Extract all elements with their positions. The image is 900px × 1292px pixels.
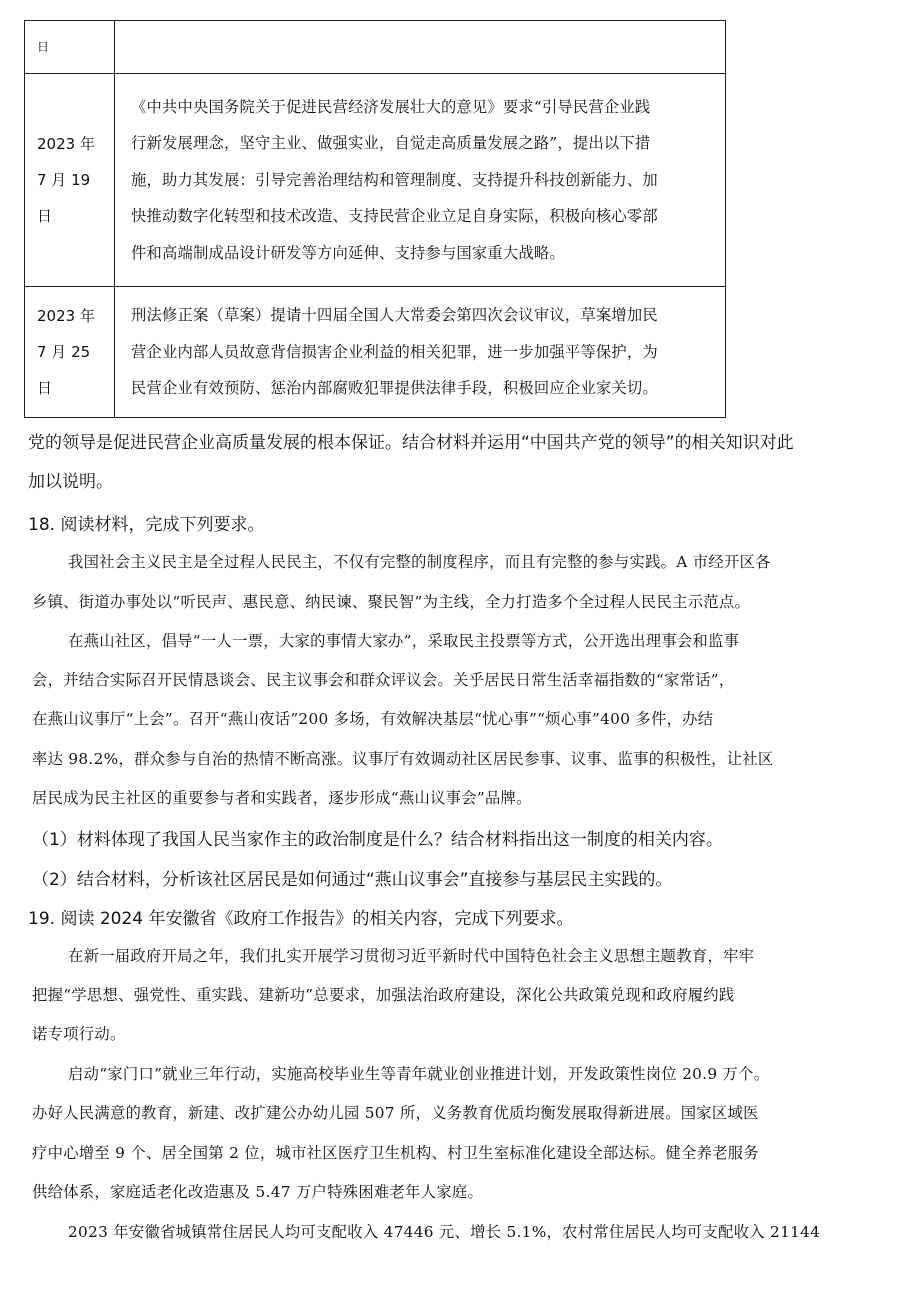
q19-para-line: 2023 年安徽省城镇常住居民人均可支配收入 47446 元、增长 5.1%，农村常住居民人均可支配收入 21144: [68, 1223, 821, 1241]
table-row: [25, 287, 726, 418]
date-cell: [25, 287, 115, 418]
date-line: 日: [37, 40, 50, 54]
content-line: 行新发展理念，坚守主业、做强实业，自觉走高质量发展之路”，提出以下措: [131, 134, 651, 153]
date-cell: [25, 21, 115, 74]
q18-heading: 18. 阅读材料，完成下列要求。: [28, 515, 265, 535]
content-cell: [115, 21, 726, 74]
q18-para-line: 会，并结合实际召开民情恳谈会、民主议事会和群众评议会。关乎居民日常生活幸福指数的“家常话”，: [32, 671, 735, 689]
policy-timeline-table: [24, 20, 726, 418]
q18-para-line: 在燕山议事厅“上会”。召开“燕山夜话”200 多场，有效解决基层“忧心事”“烦心事”400 多件，办结: [32, 710, 714, 728]
date-line: 日: [37, 207, 53, 225]
content-line: 《中共中央国务院关于促进民营经济发展壮大的意见》要求“引导民营企业践: [131, 97, 651, 116]
q19-para-line: 疗中心增至 9 个、居全国第 2 位，城市社区医疗卫生机构、村卫生室标准化建设全部达标。健全养老服务: [32, 1144, 759, 1162]
q18-para-line: 率达 98.2%，群众参与自治的热情不断高涨。议事厅有效调动社区居民参事、议事、监事的积极性，让社区: [32, 750, 774, 768]
date-cell: [25, 74, 115, 287]
content-line: 营企业内部人员故意背信损害企业利益的相关犯罪，进一步加强平等保护，为: [131, 342, 658, 361]
q19-para-line: 把握“学思想、强党性、重实践、建新功”总要求，加强法治政府建设，深化公共政策兑现和政府履约践: [32, 986, 735, 1004]
q19-para-line: 启动“家门口”就业三年行动，实施高校毕业生等青年就业创业推进计划，开发政策性岗位 20.9 万个。: [68, 1065, 770, 1083]
content-cell: [115, 74, 726, 287]
content-line: 民营企业有效预防、惩治内部腐败犯罪提供法律手段，积极回应企业家关切。: [131, 379, 658, 398]
q19-heading: 19. 阅读 2024 年安徽省《政府工作报告》的相关内容，完成下列要求。: [28, 909, 574, 929]
q19-para-line: 供给体系，家庭适老化改造惠及 5.47 万户特殊困难老年人家庭。: [32, 1183, 484, 1201]
table-row: [25, 21, 726, 74]
q19-para-line: 办好人民满意的教育，新建、改扩建公办幼儿园 507 所，义务教育优质均衡发展取得新进展。国家区域医: [32, 1104, 759, 1122]
content-line: 快推动数字化转型和技术改造、支持民营企业立足自身实际，积极向核心零部: [131, 207, 658, 226]
date-line: 7 月 19: [37, 171, 91, 189]
date-line: 2023 年: [37, 307, 95, 325]
date-line: 7 月 25: [37, 343, 91, 361]
table-row: [25, 74, 726, 287]
q19-para-line: 在新一届政府开局之年，我们扎实开展学习贯彻习近平新时代中国特色社会主义思想主题教育，牢牢: [68, 947, 755, 965]
q18-para-line: 居民成为民主社区的重要参与者和实践者，逐步形成“燕山议事会”品牌。: [32, 789, 532, 807]
q18-para-line: 乡镇、街道办事处以“听民声、惠民意、纳民谏、聚民智”为主线，全力打造多个全过程人民民主示范点。: [32, 593, 751, 611]
q18-sub-question-2: （2）结合材料，分析该社区居民是如何通过“燕山议事会”直接参与基层民主实践的。: [32, 870, 673, 890]
content-line: 刑法修正案（草案）提请十四届全国人大常委会第四次会议审议，草案增加民: [131, 306, 658, 325]
content-line: 施，助力其发展：引导完善治理结构和管理制度、支持提升科技创新能力、加: [131, 170, 658, 189]
q18-para-line: 在燕山社区，倡导“一人一票，大家的事情大家办”，采取民主投票等方式，公开选出理事会和监事: [68, 632, 740, 650]
q19-para-line: 诺专项行动。: [32, 1025, 126, 1043]
date-line: 2023 年: [37, 135, 95, 153]
q18-para-line: 我国社会主义民主是全过程人民民主，不仅有完整的制度程序，而且有完整的参与实践。A 市经开区各: [68, 553, 771, 571]
date-line: 日: [37, 379, 53, 397]
content-cell: [115, 287, 726, 418]
content-line: 件和高端制成品设计研发等方向延伸、支持参与国家重大战略。: [131, 243, 565, 262]
q17-text-line: 党的领导是促进民营企业高质量发展的根本保证。结合材料并运用“中国共产党的领导”的相关知识对此: [28, 433, 794, 453]
q17-text-line: 加以说明。: [28, 472, 113, 492]
q18-sub-question-1: （1）材料体现了我国人民当家作主的政治制度是什么？结合材料指出这一制度的相关内容。: [32, 830, 723, 850]
